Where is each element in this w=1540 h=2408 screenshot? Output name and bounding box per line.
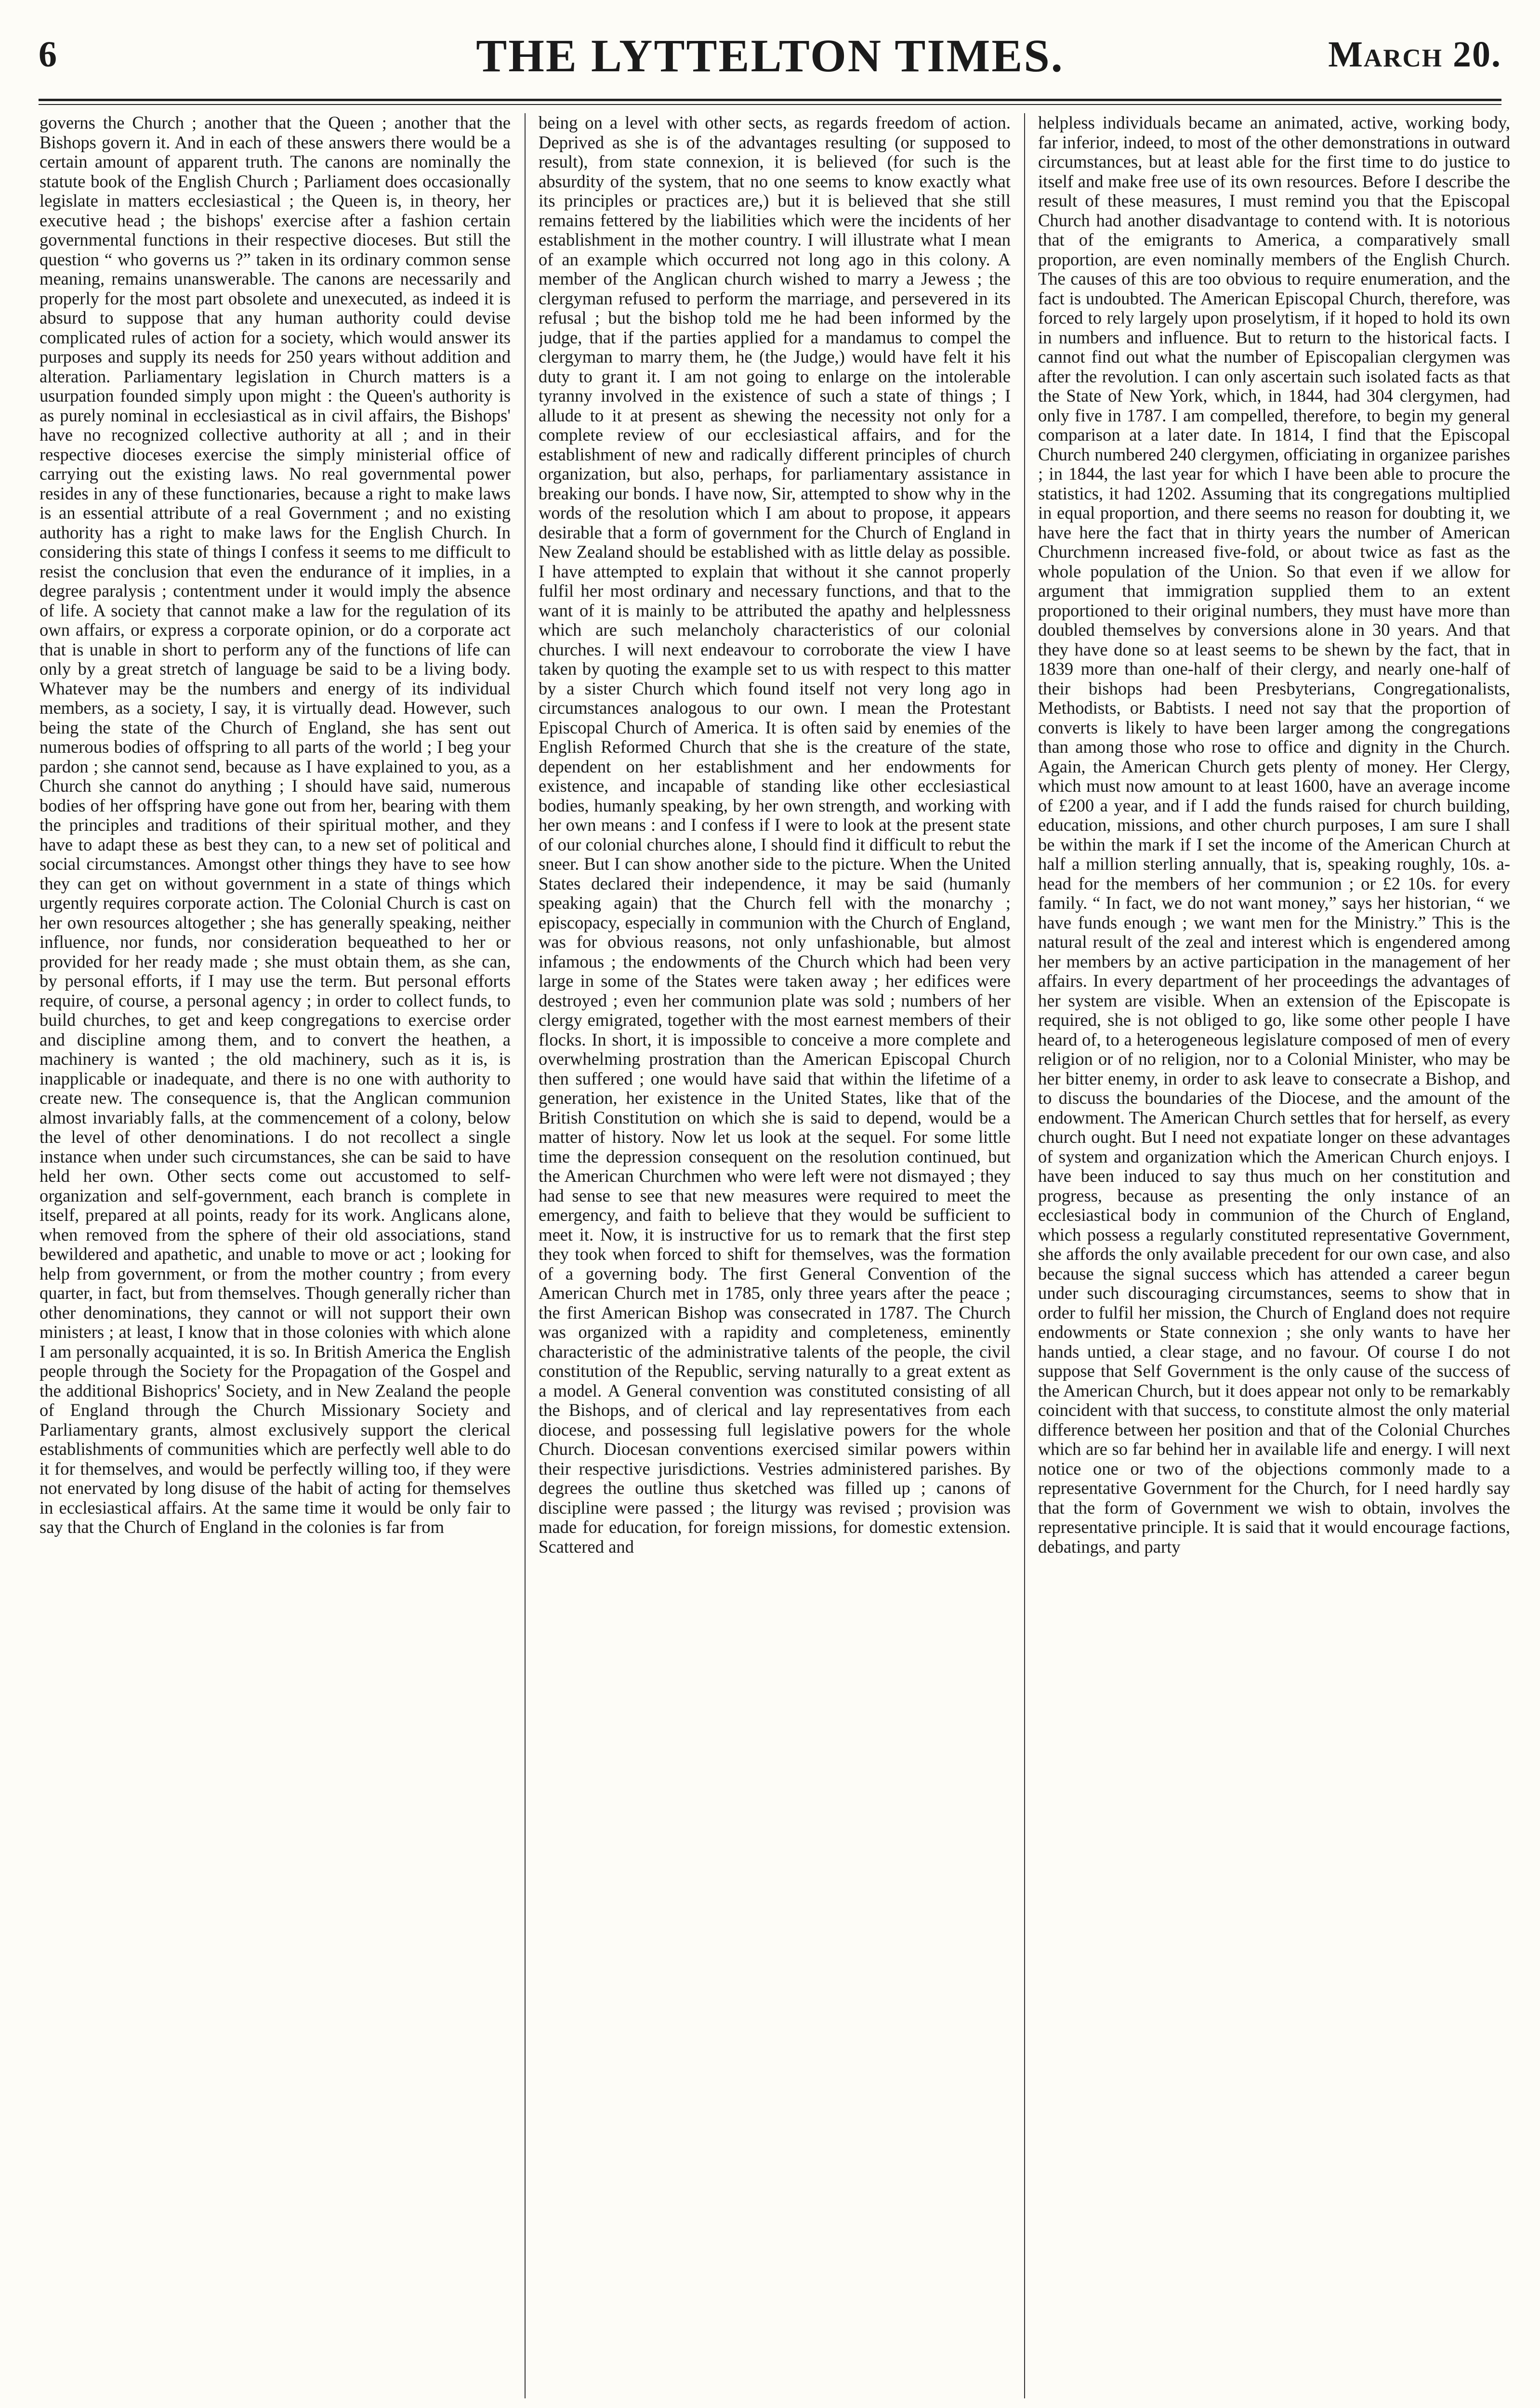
- masthead-rule-thin: [39, 104, 1501, 105]
- column-3-text: helpless individuals became an animated, active, working body, far inferior, indeed, to most of the other demonstrations in outward circumstances, but at least able for the first time to do justice to itself and make free use of its own resources. Before I describe the result of these measures, I must remind you that the Episcopal Church had another disadvantage to contend with. It is notorious that of the emigrants to America, a comparatively small proportion, are even nominally members of the English Church. The causes of this are too obvious to require enumeration, and the fact is undoubted. The American Episcopal Church, therefore, was forced to rely largely upon proselytism, if it hoped to hold its own in numbers and influence. But to return to the historical facts. I cannot find out what the number of Episcopalian clergymen was after the revolution. I can only ascertain such isolated facts as that the State of New York, which, in 1844, had 304 clergymen, had only five in 1787. I am compelled, therefore, to begin my general comparison at a later date. In 1814, I find that the Episcopal Church numbered 240 clergymen, officiating in organizee parishes ; in 1844, the last year for which I have been able to procure the statistics, it had 1202. Assuming that its congregations multiplied in equal proportion, and there seems no reason for doubting it, we have here the fact that in thirty years the number of American Churchmenn increased five-fold, or about twice as fast as the whole population of the Union. So that even if we allow for argument that immigration supplied them to an extent proportioned to their original numbers, they must have more than doubled themselves by conversions alone in 30 years. And that they have done so at least seems to be shewn by the fact, that in 1839 more than one-half of their clergy, and nearly one-half of their bishops had been Presbyterians, Congregationalists, Methodists, or Babtists. I need not say that the proportion of converts is likely to have been larger among the congregations than among those who rose to office and dignity in the Church. Again, the American Church gets plenty of money. Her Clergy, which must now amount to at least 1600, have an average income of £200 a year, and if I add the funds raised for church building, education, missions, and other church purposes, I am sure I shall be within the mark if I set the income of the American Church at half a million sterling annually, that is, speaking roughly, 10s. a-head for the members of her communion ; or £2 10s. for every family. “ In fact, we do not want money,” says her historian, “ we have funds enough ; we want men for the Ministry.” This is the natural result of the zeal and interest which is engendered among her members by an active participation in the management of her affairs. In every department of her proceedings the advantages of her system are visible. When an extension of the Episcopate is required, she is not obliged to go, like some other people I have heard of, to a heterogeneous legislature composed of men of every religion or of no religion, nor to a Colonial Minister, who may be her bitter enemy, in order to ask leave to consecrate a Bishop, and to discuss the boundaries of the Diocese, and the amount of the endowment. The American Church settles that for herself, as every church ought. But I need not expatiate longer on these advantages of system and organization which the American Church enjoys. I have been induced to say thus much on her constitution and progress, because as presenting the only instance of an ecclesiastical body in communion of the Church of England, which possess a regularly constituted representative Government, she affords the only available precedent for our own case, and also because the signal success which has attended a career begun under such discouraging circumstances, seems to show that in order to fulfil her mission, the Church of England does not require endowments or State connexion ; she only wants to have her hands untied, a clear stage, and no favour. Of course I do not suppose that Self Government is the only cause of the success of the American Church, but it does appear not only to be remarkably coincident with that success, to constitute almost the only material difference between her position and that of the Colonial Churches which are so far behind her in available life and energy. I will next notice one or two of the objections commonly made to a representative Government for the Church, for I need hardly say that the form of Government we wish to obtain, involves the representative principle. It is said that it would encourage factions, debatings, and party: [1038, 113, 1510, 1557]
- column-divider: [525, 113, 526, 2398]
- article-column-1: [39, 113, 511, 2398]
- issue-date: March 20.: [1328, 34, 1501, 75]
- masthead: [39, 29, 1501, 101]
- article-column-2: [539, 113, 1011, 2398]
- masthead-rule: [39, 99, 1501, 101]
- column-2-text: being on a level with other sects, as regards freedom of action. Deprived as she is of the advantages resulting (or supposed to result), from state connexion, it is believed (for such is the absurdity of the system, that no one seems to know exactly what its principles or practices are,) but it is believed that she still remains fettered by the liabilities which were the incidents of her establishment in the mother country. I will illustrate what I mean of an example which occurred not long ago in this colony. A member of the Anglican church wished to marry a Jewess ; the clergyman refused to perform the marriage, and persevered in its refusal ; but the bishop told me he had been informed by the judge, that if the parties applied for a mandamus to compel the clergyman to marry them, he (the Judge,) would have felt it his duty to grant it. I am not going to enlarge on the intolerable tyranny involved in the existence of such a state of things ; I allude to it at present as shewing the necessity not only for a complete review of our ecclesiastical affairs, and for the establishment of new and radically different principles of church organization, but also, perhaps, for parliamentary assistance in breaking our bonds. I have now, Sir, attempted to show why in the words of the resolution which I am about to propose, it appears desirable that a form of government for the Church of England in New Zealand should be established with as little delay as possible. I have attempted to explain that without it she cannot properly fulfil her most ordinary and necessary functions, and that to the want of it is mainly to be attributed the apathy and helplessness which are such melancholy characteristics of our colonial churches. I will next endeavour to corroborate the view I have taken by quoting the example set to us with respect to this matter by a sister Church which found itself not very long ago in circumstances analogous to our own. I mean the Protestant Episcopal Church of America. It is often said by enemies of the English Reformed Church that she is the creature of the state, dependent on her establishment and her endowments for existence, and incapable of standing like other ecclesiastical bodies, humanly speaking, by her own strength, and working with her own means : and I confess if I were to look at the present state of our colonial churches alone, I should find it difficult to rebut the sneer. But I can show another side to the picture. When the United States declared their independence, it may be said (humanly speaking again) that the Church fell with the monarchy ; episcopacy, especially in communion with the Church of England, was for obvious reasons, not only unfashionable, but almost infamous ; the endowments of the Church which had been very large in some of the States were taken away ; her edifices were destroyed ; even her communion plate was sold ; numbers of her clergy emigrated, together with the most earnest members of their flocks. In short, it is impossible to conceive a more complete and overwhelming prostration than the American Episcopal Church then suffered ; one would have said that within the lifetime of a generation, her existence in the United States, like that of the British Constitution on which she is said to depend, would be a matter of history. Now let us look at the sequel. For some little time the depression consequent on the resolution continued, but the American Churchmen who were left were not dismayed ; they had sense to see that new measures were required to meet the emergency, and faith to believe that they would be sufficient to meet it. Now, it is instructive for us to remark that the first step they took when forced to shift for themselves, was the formation of a governing body. The first General Convention of the American Church met in 1785, only three years after the peace ; the first American Bishop was consecrated in 1787. The Church was organized with a rapidity and completeness, eminently characteristic of the administrative talents of the people, the civil constitution of the Republic, serving naturally to a great extent as a model. A General convention was constituted consisting of all the Bishops, and of clerical and lay representatives from each diocese, and possessing full legislative powers for the whole Church. Diocesan conventions exercised similar powers within their respective jurisdictions. Vestries administered parishes. By degrees the outline thus sketched was filled up ; canons of discipline were passed ; the liturgy was revised ; provision was made for education, for foreign missions, for domestic extension. Scattered and: [539, 113, 1011, 1557]
- page-number: 6: [39, 34, 57, 75]
- newspaper-title: THE LYTTELTON TIMES.: [476, 30, 1064, 81]
- column-divider: [1024, 113, 1025, 2398]
- column-1-text: governs the Church ; another that the Queen ; another that the Bishops govern it. And in each of these answers there would be a certain amount of apparent truth. The canons are nominally the statute book of the English Church ; Parliament does occasionally legislate in matters ecclesiastical ; the Queen is, in theory, her executive head ; the bishops' exercise after a fashion certain governmental functions in their respective dioceses. But still the question “ who governs us ?” taken in its ordinary common sense meaning, remains unanswerable. The canons are necessarily and properly for the most part obsolete and unexecuted, as indeed it is absurd to suppose that any human authority could devise complicated rules of action for a society, which would answer its purposes and supply its needs for 250 years without addition and alteration. Parliamentary legislation in Church matters is a usurpation founded simply upon might : the Queen's authority is as purely nominal in ecclesiastical as in civil affairs, the Bishops' have no recognized collective authority at all ; and in their respective dioceses exercise the simply ministerial office of carrying out the existing laws. No real governmental power resides in any of these functionaries, because a right to make laws is an essential attribute of a real Government ; and no existing authority has a right to make laws for the English Church. In considering this state of things I confess it seems to me difficult to resist the conclusion that even the endurance of it implies, in a degree paralysis ; contentment under it would imply the absence of life. A society that cannot make a law for the regulation of its own affairs, or express a corporate opinion, or do a corporate act that is unable in short to perform any of the functions of life can only by a great stretch of language be said to be a living body. Whatever may be the numbers and energy of its individual members, as a society, I say, it is virtually dead. However, such being the state of the Church of England, she has sent out numerous bodies of offspring to all parts of the world ; I beg your pardon ; she cannot send, because as I have explained to you, as a Church she cannot do anything ; I should have said, numerous bodies of her offspring have gone out from her, bearing with them the principles and traditions of their spiritual mother, and they have to adapt these as best they can, to a new set of political and social circumstances. Amongst other things they have to see how they can get on without government in a state of things which urgently requires corporate action. The Colonial Church is cast on her own resources altogether ; she has generally speaking, neither influence, nor funds, nor consideration bequeathed to her or provided for her ready made ; she must obtain them, as she can, by personal efforts, if I may use the term. But personal efforts require, of course, a personal agency ; in order to collect funds, to build churches, to get and keep congregations to exercise order and discipline among them, and to convert the heathen, a machinery is wanted ; the old machinery, such as it is, is inapplicable or inadequate, and there is no one with authority to create new. The consequence is, that the Anglican communion almost invariably falls, at the commencement of a colony, below the level of other denominations. I do not recollect a single instance when under such circumstances, she can be said to have held her own. Other sects come out accustomed to self-organization and self-government, each branch is complete in itself, prepared at all points, ready for its work. Anglicans alone, when removed from the sphere of their old associations, stand bewildered and apathetic, and unable to move or act ; looking for help from government, or from the mother country ; from every quarter, in fact, but from themselves. Though generally richer than other denominations, they cannot or will not support their own ministers ; at least, I know that in those colonies with which alone I am personally acquainted, it is so. In British America the English people through the Society for the Propagation of the Gospel and the additional Bishoprics' Society, and in New Zealand the people of England through the Church Missionary Society and Parliamentary grants, almost exclusively support the clerical establishments of communities which are perfectly well able to do it for themselves, and would be perfectly willing too, if they were not enervated by long disuse of the habit of acting for themselves in ecclesiastical affairs. At the same time it would be only fair to say that the Church of England in the colonies is far from: [39, 113, 511, 1537]
- article-column-3: [1038, 113, 1510, 2398]
